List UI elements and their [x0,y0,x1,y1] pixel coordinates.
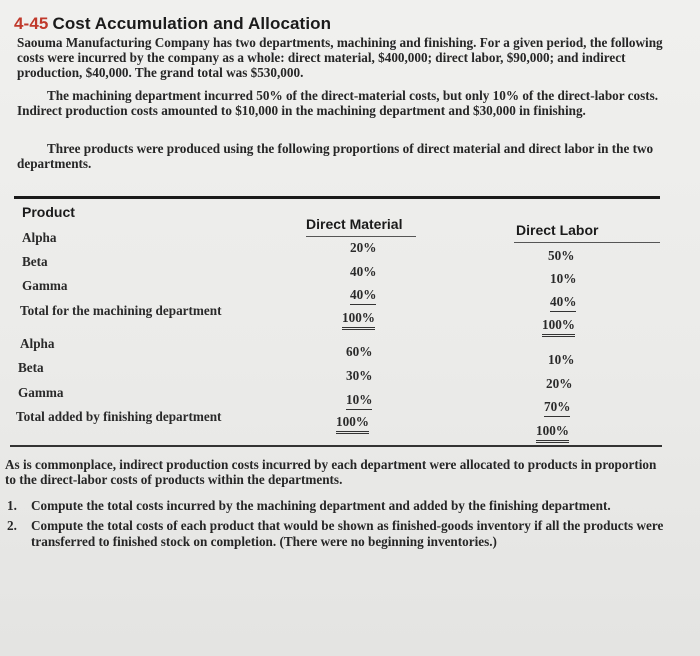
finishing-dm-value: 30% [346,368,373,383]
machining-row-label: Gamma [22,278,68,293]
question-item [7,498,667,513]
question-number: 1. [7,498,17,513]
machining-dl-total: 100% [542,317,575,337]
question-text: Compute the total costs incurred by the machining department and added by the finishing department. [31,498,611,513]
finishing-dl-value: 10% [548,352,575,367]
header-dm-underline [306,236,416,237]
finishing-dl-value: 20% [546,376,573,391]
header-dl-underline [514,242,660,243]
header-direct-material: Direct Material [306,216,403,232]
intro-paragraph-3: Three products were produced using the following proportions of direct material and direct labor in the two departments. [17,141,654,172]
machining-dl-value: 50% [548,248,575,263]
problem-title: Cost Accumulation and Allocation [52,14,332,33]
finishing-dm-total: 100% [336,414,369,434]
machining-row-label: Beta [22,254,48,269]
machining-dm-total: 100% [342,310,375,330]
proportions-table [14,196,662,446]
problem-heading [14,14,331,34]
machining-dm-value: 20% [350,240,377,255]
finishing-dl-total: 100% [536,423,569,443]
question-number: 2. [7,518,17,534]
allocation-paragraph: As is commonplace, indirect production costs incurred by each department were allocated to products in proportion to the direct-labor costs of products within the departments. [5,457,657,488]
problem-number: 4-45 [14,14,49,33]
finishing-row-label: Gamma [18,385,64,400]
machining-dl-value: 10% [550,271,577,286]
finishing-row-label: Alpha [20,336,55,351]
finishing-row-label: Beta [18,360,44,375]
finishing-dm-value: 10% [346,392,372,410]
intro-paragraph-1: Saouma Manufacturing Company has two departments, machining and finishing. For a given period, the following costs were incurred by the company as a whole: direct material, $400,000; direct labor, $90,000; and indirect production, $40,000. The grand total was $530,000. [17,35,663,81]
finishing-dl-value: 70% [544,399,570,417]
machining-dl-value: 40% [550,294,576,312]
header-direct-labor: Direct Labor [516,222,599,238]
header-product: Product [22,204,75,220]
question-list [7,498,667,554]
table-bottom-rule [10,445,662,447]
machining-dm-value: 40% [350,287,376,305]
question-item [7,518,667,549]
finishing-dm-value: 60% [346,344,373,359]
intro-paragraph-2: The machining department incurred 50% of the direct-material costs, but only 10% of the direct-labor costs. Indirect production costs amounted to $10,000 in the machining department and $30,000 in finishing. [17,88,659,119]
machining-row-label: Alpha [22,230,57,245]
question-text: Compute the total costs of each product that would be shown as finished-goods inventory if all the products were transferred to finished stock on completion. (There were no beginning inventories.) [31,518,664,549]
finishing-total-label: Total added by finishing department [16,409,222,424]
table-top-rule [14,196,660,199]
machining-total-label: Total for the machining department [20,303,222,318]
machining-dm-value: 40% [350,264,377,279]
